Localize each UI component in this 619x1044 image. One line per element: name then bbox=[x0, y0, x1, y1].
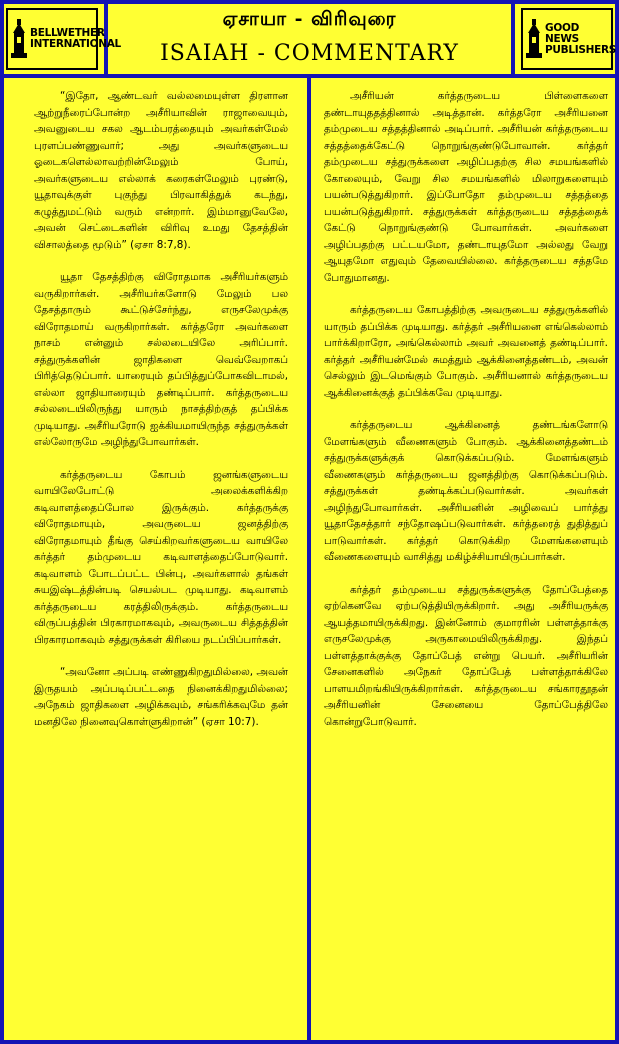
logo-right-line1: GOOD NEWS bbox=[545, 21, 579, 45]
paragraph: கர்த்தருடைய ஆக்கினைத் தண்டங்களோடு மேளங்களும் வீணைகளும் போகும். ஆக்கினைத்தண்டம் சத்துருக்களுக்குக் கொடுக்கப்படும். மேளங்களும் வீணைகளும் கர்த்தருடைய ஜனத்திற்கு கொடுக்கப்படும். சத்துருக்கள் தண்டிக்கப்படுவார்கள். அவர்கள் அழிந்துபோவார்கள். அசீரியனின் அழிவைப் பார்த்து யூதாதேசத்தார் சந்தோஷப்படுவார்கள். கர்த்தரைத் துதித்துப் பாடுவார்கள். கர்த்தர் கொடுக்கிற மேளங்களையும் வீணைகளையும் வாசித்து மகிழ்ச்சியாயிருப்பார்கள். bbox=[324, 419, 608, 563]
paragraph: “அவனோ அப்படி எண்ணுகிறதுமில்லை, அவன் இருதயம் அப்படிப்பட்டதை நினைக்கிறதுமில்லை; அநேகம் ஜாதிகளை அழிக்கவும், சங்கரிக்கவுமே தன் மனதிலே நினைவுகொள்ளுகிறான்” (ஏசா 10:7). bbox=[34, 666, 288, 728]
good-news-logo bbox=[511, 0, 619, 78]
left-column bbox=[34, 88, 288, 746]
logo-left-line1: BELLWETHER bbox=[30, 27, 105, 39]
paragraph: அசீரியன் கர்த்தருடைய பிள்ளைகளை தண்டாயுததத்தினால் அடித்தான். கர்த்தரோ அசீரியனை தம்முடைய சத்தத்தினால் அடிப்பார். அசீரியன் கர்த்தருடைய சத்தத்தைக்கேட்டு நொறுங்குண்டுபோவான். கர்த்தர் தம்முடைய சத்துருக்களை அழிப்பதற்கு சில சமயங்களில் கோலையும், வேறு சில சமயங்களில் மிலாறுகளையும் பயன்படுத்துகிறார். இப்போதோ தம்முடைய சத்தத்தை பயன்படுத்துகிறார். சத்துருக்கள் கர்த்தருடைய சத்தத்தைக் கேட்டு நொறுங்குண்டு போவார்கள். அவர்களை அழிப்பதற்கு பட்டயமோ, தண்டாயுதமோ அல்லது வேறு ஆயுதமோ எதுவும் தேவையில்லை. கர்த்தருடைய சத்தமே போதுமானது. bbox=[324, 90, 608, 284]
title-tamil: ஏசாயா - விரிவுரை bbox=[222, 8, 397, 30]
title-block bbox=[108, 0, 511, 74]
paragraph: “இதோ, ஆண்டவர் வல்லமையுள்ள திரளான ஆற்றுநீரைப்போன்ற அசீரியாவின் ராஜாவையும், அவனுடைய சகல ஆடம்பரத்தையும் அவர்கள்மேல் புரளப்பண்ணுவார்; அது அவர்களுடைய ஓடைகளெல்லாவற்றின்மேலும் போய், அவர்களுடைய எல்லாக் கரைகள்மேலும் புரண்டு, யூதாவுக்குள் புகுந்து பிரவாகித்துக் கடந்து, கழுத்துமட்டும் வரும் என்றார். இம்மானுவேலே, அவன் செட்டைகளின் விரிவு உமது தேசத்தின் விசாலத்தை மூடும்” (ஏசா 8:7,8). bbox=[34, 90, 288, 251]
paragraph: கர்த்தருடைய கோபம் ஜனங்களுடைய வாயிலேபோட்டு அலைக்களிக்கிற கடிவாளத்தைப்போல இருக்கும். கர்த்தருக்கு விரோதமாயும், அவருடைய ஜனத்திற்கு விரோதமாயும் தீங்கு செய்கிறவர்களுடைய வாயிலே கர்த்தர் தம்முடைய கடிவாளத்தைப்போடுவார். கடிவாளம் போடப்பட்ட பின்பு, அவர்களால் தங்கள் சுயஇஷ்டத்தின்படி செயல்பட முடியாது. கடிவாளம் கர்த்தருடைய கரத்திலிருக்கும். கர்த்தருடைய விருப்பத்தின் பிரகாரமாகவும், அவருடைய சித்தத்தின் பிரகாரமாகவும் சத்துருக்கள் கிரியை நடப்பிப்பார்கள். bbox=[34, 468, 288, 646]
logo-right-line2: PUBLISHERS bbox=[545, 43, 616, 56]
right-column bbox=[324, 88, 608, 746]
paragraph: கர்த்தருடைய கோபத்திற்கு அவருடைய சத்துருக்களில் யாரும் தப்பிக்க முடியாது. கர்த்தர் அசீரியனை எங்கெல்லாம் பார்க்கிறாரோ, அங்கெல்லாம் அவர் அவனைத் தண்டிப்பார். கர்த்தர் அசீரியன்மேல் சுமத்தும் ஆக்கினைத்தண்டம், அவன் செல்லும் இடமெங்கும் போகும். அசீரியனால் கர்த்தருடைய ஆக்கினைக்குத் தப்பிக்கவே முடியாது. bbox=[324, 304, 608, 399]
header bbox=[0, 0, 619, 78]
paragraph: கர்த்தர் தம்முடைய சத்துருக்களுக்கு தோப்பேத்தை ஏற்கெனவே ஏற்படுத்தியிருக்கிறார். அது அசீரியருக்கு ஆயத்தமாயிருக்கிறது. இன்னோம் குமாரரின் பள்ளத்தாக்கு எருசலேமுக்கு அருகாமையிலிருக்கிறது. இந்தப் பள்ளத்தாக்குக்கு தோப்பேத் என்று பெயர். அசீரியரின் சேனைகளில் அநேகர் தோப்பேத் பள்ளத்தாக்கிலே பாளயமிறங்கியிருக்கிறார்கள். கர்த்தருடைய சங்காரதூதன் அசீரியனின் சேனையை தோப்பேத்திலே கொன்றுபோடுவார். bbox=[324, 583, 608, 728]
bellwether-logo bbox=[0, 0, 121, 78]
bell-tower-icon bbox=[10, 19, 28, 59]
logo-left-line2: INTERNATIONAL bbox=[30, 38, 121, 50]
paragraph: யூதா தேசத்திற்கு விரோதமாக அசீரியர்களும் வருகிறார்கள். அசீரியர்களோடு மேலும் பல தேசத்தாரும் கூட்டுச்சேர்ந்து, எருசலேமுக்கு விரோதமாய் வருகிறார்கள். கர்த்தரோ அவர்களை நாசம் என்னும் சல்லடையிலே அரிப்பார். சத்துருக்களின் ஜாதிகளை வெவ்வேறாகப் பிரித்தெடுப்பார். யாரையும் தப்பித்துப்போகவிடாமல், எல்லா ஜாதியாரையும் தண்டிப்பார். கர்த்தருடைய சல்லடையிலிருந்து யாரும் நாசத்திற்குத் தப்பிக்க முடியாது. அசீரியரோடு ஐக்கியமாயிருந்த சத்துருக்கள் எல்லோருமே அழிந்துபோவார்கள். bbox=[34, 271, 288, 448]
title-english: ISAIAH - COMMENTARY bbox=[160, 41, 459, 66]
bell-tower-icon bbox=[525, 19, 543, 59]
column-divider bbox=[307, 74, 311, 1044]
